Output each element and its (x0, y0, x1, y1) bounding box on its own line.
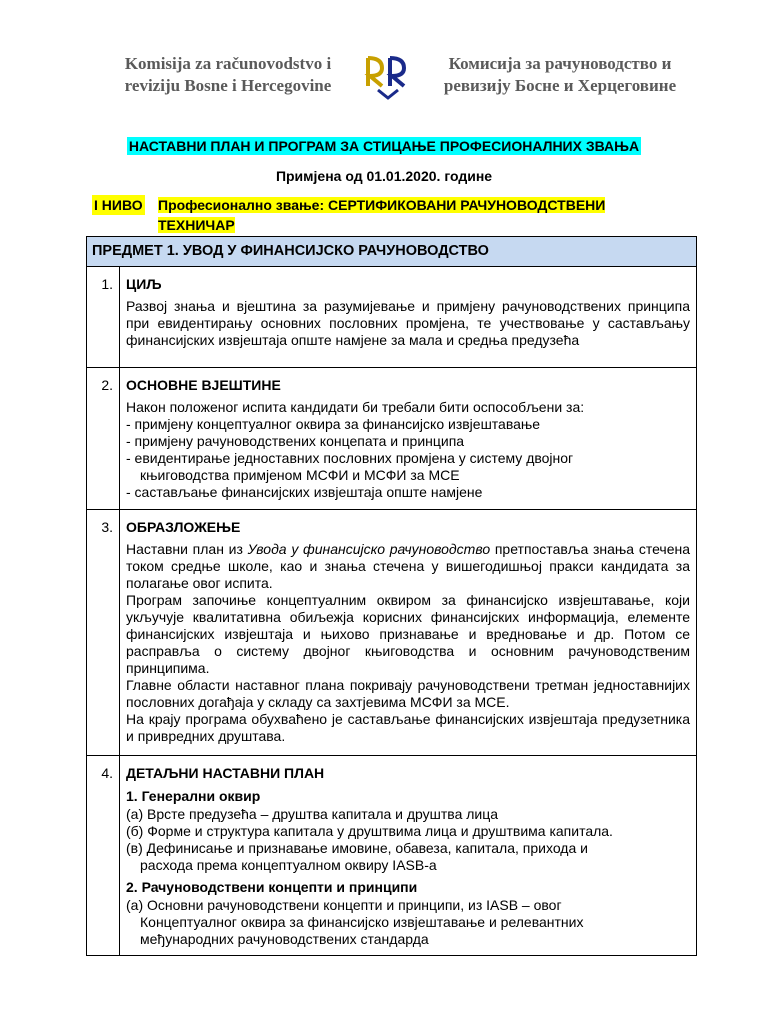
section-number: 3. (87, 510, 120, 756)
subsection-title: 2. Рачуноводствени концепти и принципи (126, 879, 418, 895)
section-title: ОБРАЗЛОЖЕЊЕ (126, 519, 241, 535)
list-item: - примјену концептуалног оквира за финансијско извјештавање (126, 416, 541, 432)
document-title: НАСТАВНИ ПЛАН И ПРОГРАМ ЗА СТИЦАЊЕ ПРОФЕСИОНАЛНИХ ЗВАЊА (128, 138, 640, 154)
list-item: - састављање финансијских извјештаја опште намјене (126, 484, 483, 500)
section-skills (87, 368, 697, 510)
subject-title: ПРЕДМЕТ 1. УВОД У ФИНАНСИЈСКО РАЧУНОВОДСТВО (87, 237, 697, 267)
subsection-title: 1. Генерални оквир (126, 788, 261, 804)
section-title: ЦИЉ (126, 276, 162, 292)
list-item: Концептуалног оквира за финансијско извјештавање и релевантних (140, 914, 584, 930)
paragraph: Наставни план из Увода у финансијско рачуноводство претпоставља знања стечена током средње школе, као и знања стечена у вишегодишњој пракси кандидата за полагање овог испита. (126, 541, 690, 591)
section-intro: Након положеног испита кандидати би требали бити оспособљени за: (126, 399, 585, 415)
section-number: 4. (87, 756, 120, 956)
level-title: Професионално звање: СЕРТИФИКОВАНИ РАЧУНОВОДСТВЕНИ ТЕХНИЧАР (158, 197, 606, 233)
section-detailed-plan (87, 756, 697, 956)
section-rationale (87, 510, 697, 756)
level-label: I НИВО (94, 197, 143, 213)
paragraph: На крају програма обухваћено је састављање финансијских извјештаја предузетника и привредних друштава. (126, 711, 690, 744)
curriculum-table (86, 236, 697, 956)
section-text: Развој знања и вјештина за разумијевање и примјену рачуноводствених принципа при евидентирању основних пословних промјена, те учествовање у састављању финансијских извјештаја опште намјене за мала и средња предузећа (126, 298, 690, 348)
list-item: (а) Основни рачуноводствени концепти и принципи, из IASB – овог (126, 897, 562, 913)
list-item: расхода према концептуалном оквиру IASB-а (140, 857, 437, 873)
applied-date: Примјена од 01.01.2020. године (275, 168, 493, 184)
header (0, 48, 768, 108)
list-item: (в) Дефинисање и признавање имовине, обавеза, капитала, прихода и (126, 840, 588, 856)
list-item: међународних рачуноводствених стандарда (140, 931, 429, 947)
section-title: ОСНОВНЕ ВЈЕШТИНЕ (126, 377, 281, 393)
commission-logo (364, 50, 412, 102)
section-number: 2. (87, 368, 120, 510)
org-name-latin: Komisija za računovodstvo i reviziju Bosne i Hercegovine (124, 54, 332, 95)
list-item: књиговодства примјеном МСФИ и МСФИ за МСЕ (140, 467, 460, 483)
list-item: - евидентирање једноставних пословних промјена у систему двојног (126, 450, 574, 466)
section-number: 1. (87, 267, 120, 368)
paragraph: Главне области наставног плана покривају рачуноводствени третман једноставнијих пословних догађаја у складу са захтјевима МСФИ за МСЕ. (126, 677, 690, 710)
section-goal (87, 267, 697, 368)
list-item: (б) Форме и структура капитала у друштвима лица и друштвима капитала. (126, 823, 613, 839)
list-item: (а) Врсте предузећа – друштва капитала и друштва лица (126, 806, 499, 822)
paragraph: Програм започиње концептуалним оквиром за финансијско извјештавање, који укључује квалитативна обиљежја корисних финансијских информација, елементе финансијских извјештаја и њихово признавање и вредновање и др. Потом се расправља о систему двојног књиговодства и основним рачуноводственим принципима. (126, 592, 690, 676)
section-title: ДЕТАЉНИ НАСТАВНИ ПЛАН (126, 765, 325, 781)
list-item: - примјену рачуноводствених концепата и принципа (126, 433, 465, 449)
org-name-cyrillic: Комисија за рачуноводство и ревизију Босне и Херцеговине (443, 54, 677, 95)
